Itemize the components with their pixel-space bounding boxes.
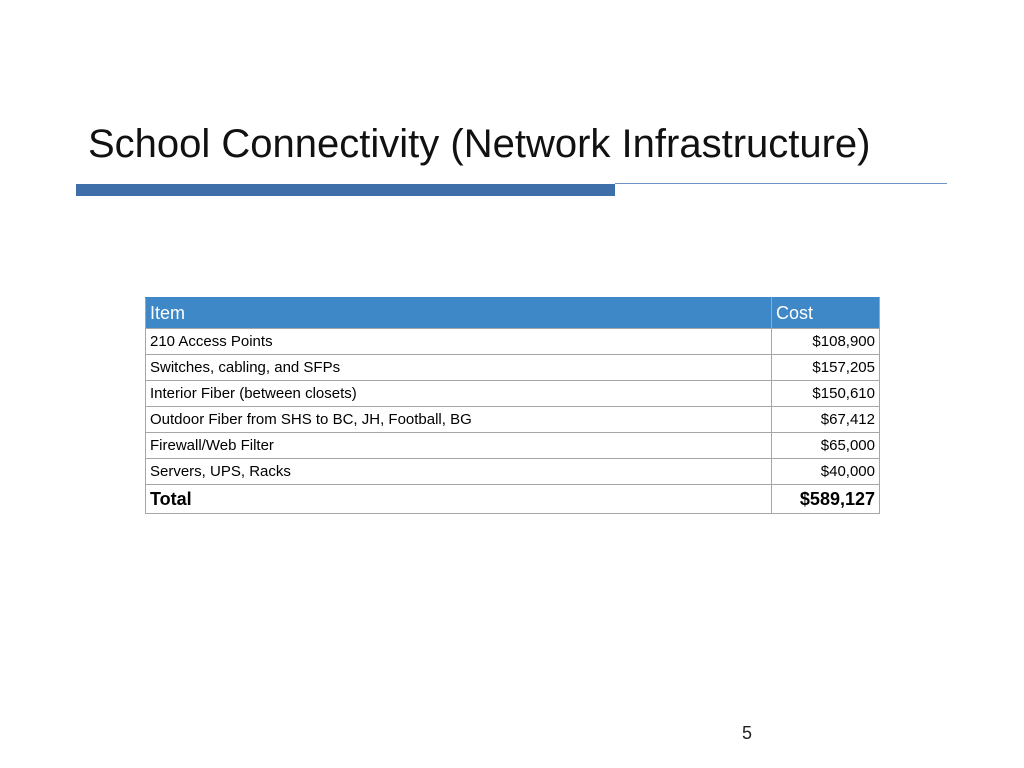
- item-cell: Switches, cabling, and SFPs: [146, 355, 772, 381]
- column-header-cost: Cost: [772, 298, 880, 329]
- cost-cell: $157,205: [772, 355, 880, 381]
- table-row: [146, 459, 880, 485]
- table-row: [146, 433, 880, 459]
- total-row: [146, 485, 880, 514]
- cost-cell: $150,610: [772, 381, 880, 407]
- table-row: [146, 407, 880, 433]
- cost-table: [145, 297, 880, 514]
- cost-cell: $40,000: [772, 459, 880, 485]
- page-number: 5: [742, 723, 753, 743]
- cost-cell: $65,000: [772, 433, 880, 459]
- table-row: [146, 355, 880, 381]
- title-accent-bar: [76, 184, 615, 196]
- column-header-item: Item: [146, 298, 772, 329]
- total-cost: $589,127: [772, 485, 880, 514]
- cost-cell: $108,900: [772, 329, 880, 355]
- item-cell: Firewall/Web Filter: [146, 433, 772, 459]
- cost-cell: $67,412: [772, 407, 880, 433]
- item-cell: Servers, UPS, Racks: [146, 459, 772, 485]
- item-cell: Interior Fiber (between closets): [146, 381, 772, 407]
- table-row: [146, 381, 880, 407]
- item-cell: Outdoor Fiber from SHS to BC, JH, Football, BG: [146, 407, 772, 433]
- table-header-row: [146, 298, 880, 329]
- table-row: [146, 329, 880, 355]
- total-label: Total: [146, 485, 772, 514]
- title-accent-line: [615, 183, 947, 184]
- item-cell: 210 Access Points: [146, 329, 772, 355]
- slide-title: School Connectivity (Network Infrastructure): [88, 122, 871, 166]
